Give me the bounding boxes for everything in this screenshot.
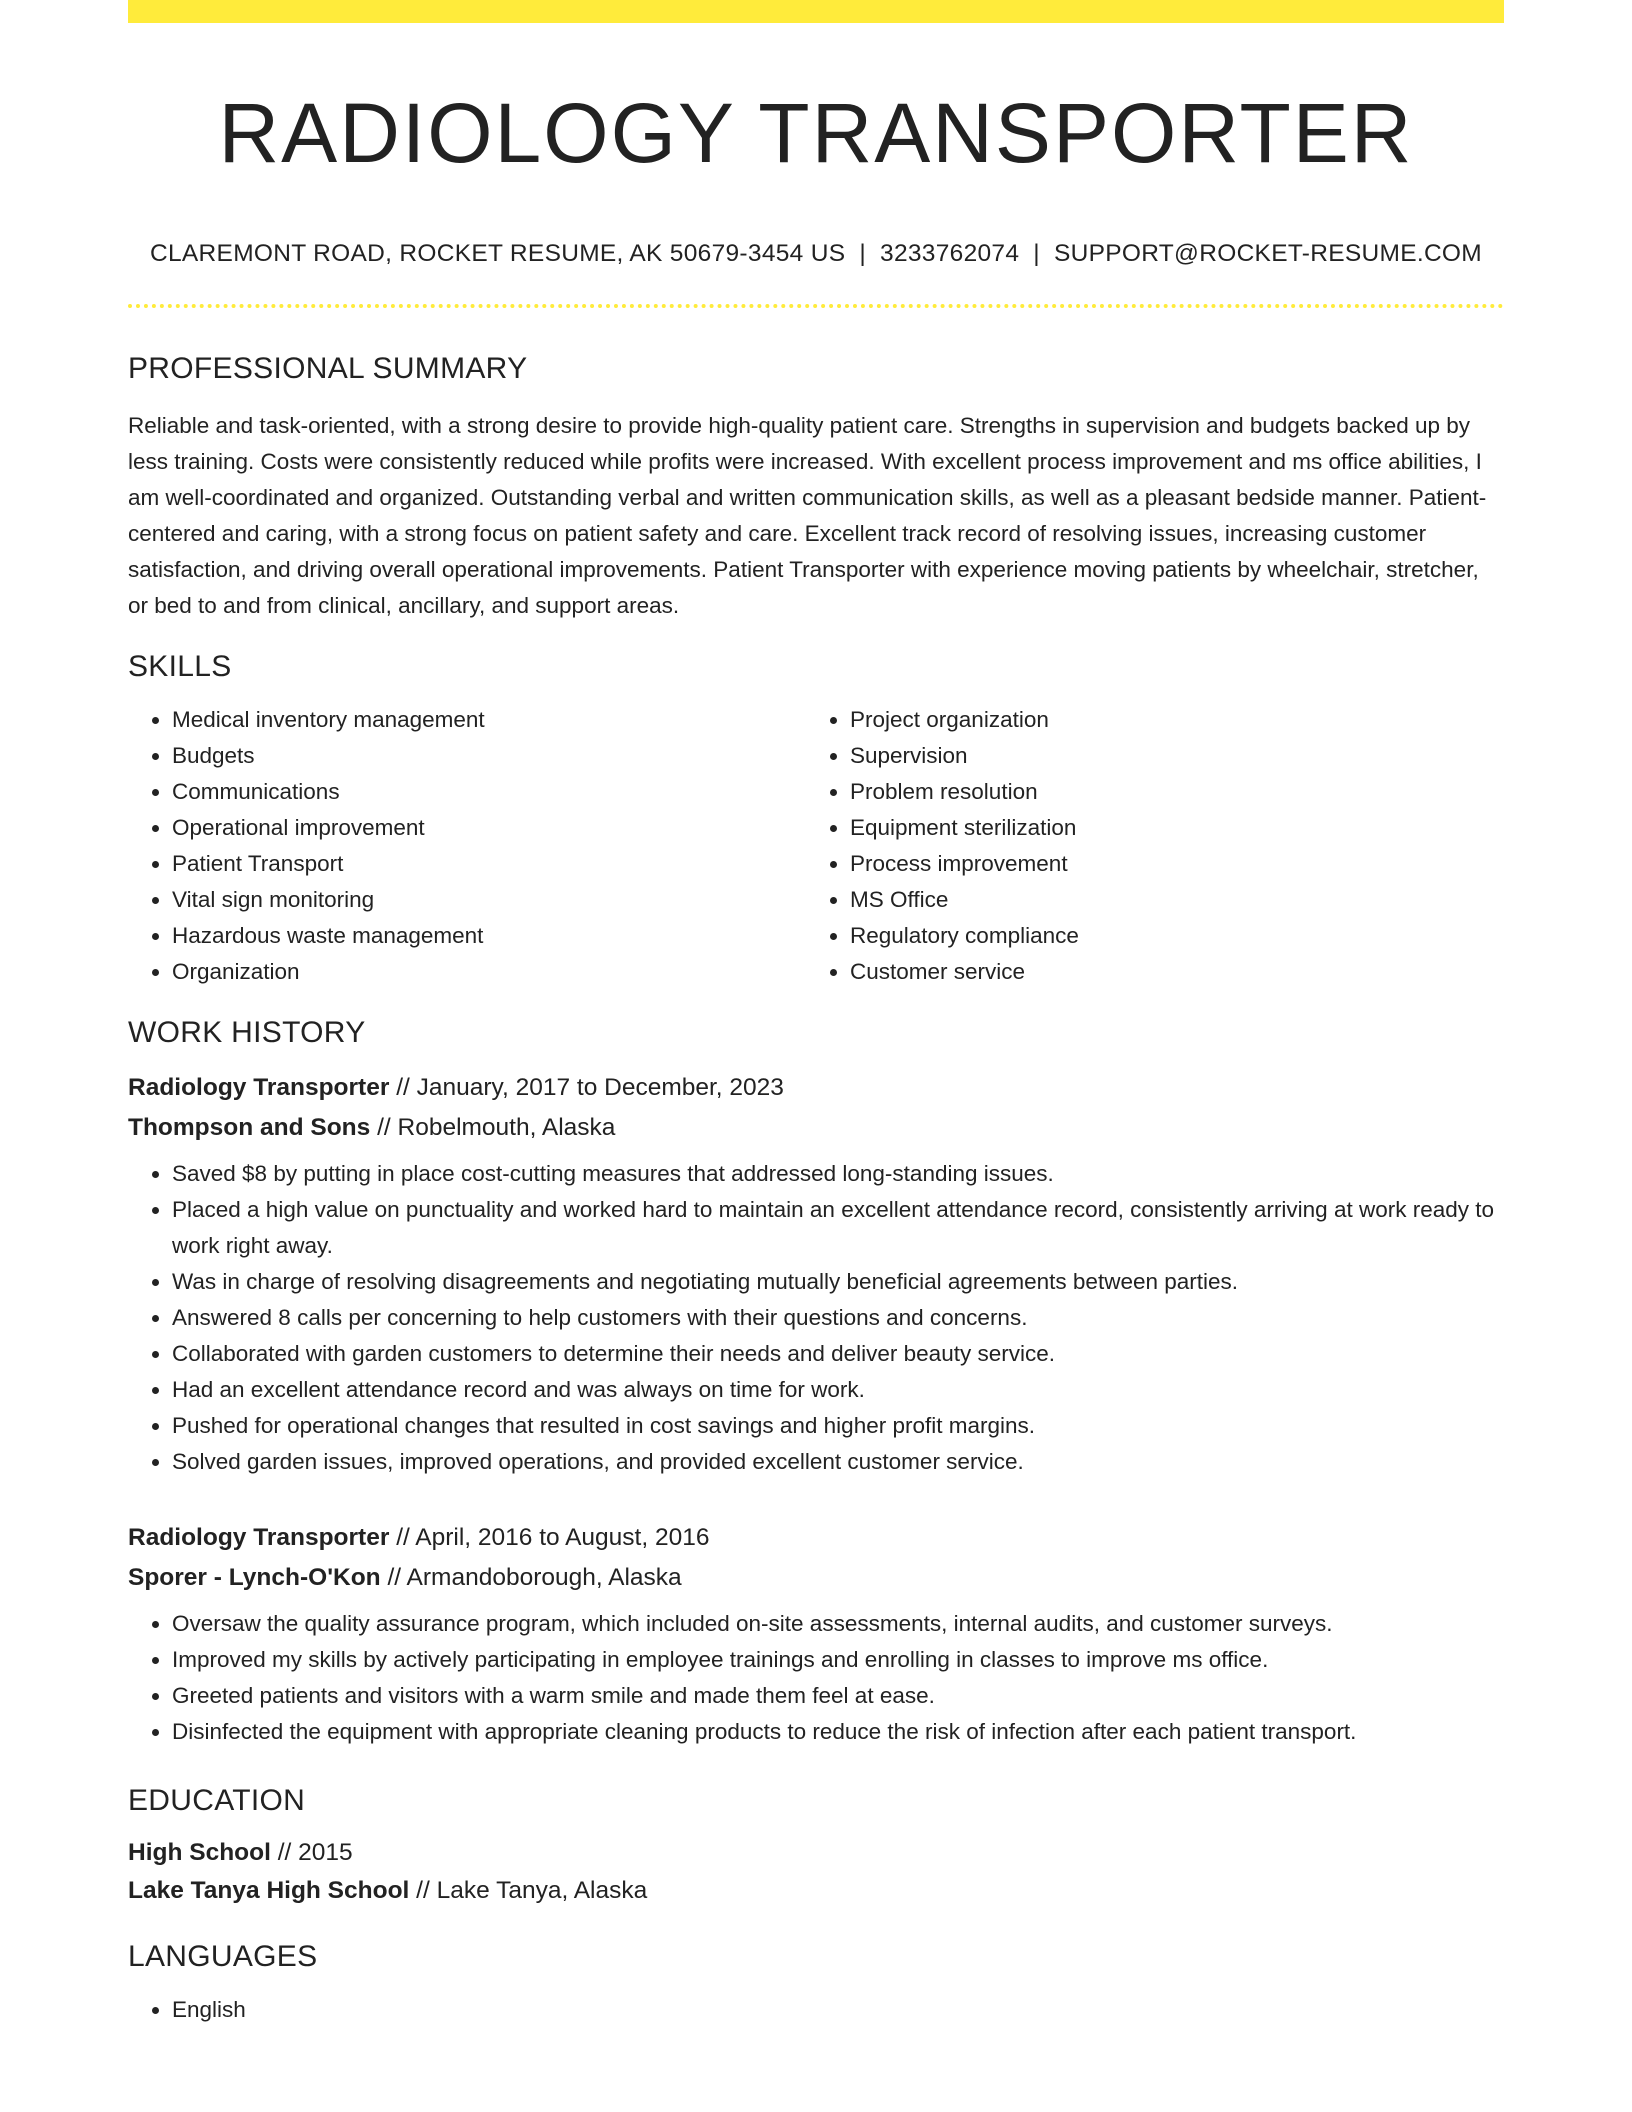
resume-page: [128, 0, 1504, 2028]
skill-item: • Project organization: [850, 702, 1484, 738]
skill-item: • Organization: [172, 954, 806, 990]
job-title-line: [128, 1068, 1504, 1108]
job-role: Radiology Transporter: [128, 1073, 390, 1101]
job-bullet: • Placed a high value on punctuality and worked hard to maintain an excellent attendance record, consistently arriving at work ready to work right away.: [172, 1192, 1504, 1264]
skill-item: • Equipment sterilization: [850, 810, 1484, 846]
dotted-divider: [128, 304, 1504, 308]
skill-item: • Hazardous waste management: [172, 918, 806, 954]
job-bullet: • Answered 8 calls per concerning to help customers with their questions and concerns.: [172, 1300, 1504, 1336]
accent-top-bar: [128, 0, 1504, 23]
job-dates: // January, 2017 to December, 2023: [389, 1073, 784, 1101]
skill-item: • Regulatory compliance: [850, 918, 1484, 954]
education-degree-line: [128, 1834, 1504, 1872]
education-entry: [128, 1834, 1504, 1910]
job-bullet: • Collaborated with garden customers to determine their needs and deliver beauty service.: [172, 1336, 1504, 1372]
skill-item: • Supervision: [850, 738, 1484, 774]
summary-text: Reliable and task-oriented, with a strong desire to provide high-quality patient care. Strengths in supervision and budgets backed up by less training. Costs were consistently reduced while profits were increased. With excellent process improvement and ms office abilities, I am well-coordinated and organized. Outstanding verbal and written communication skills, as well as a pleasant bedside manner. Patient-centered and caring, with a strong focus on patient safety and care. Excellent track record of resolving issues, increasing customer satisfaction, and driving overall operational improvements. Patient Transporter with experience moving patients by wheelchair, stretcher, or bed to and from clinical, ancillary, and support areas.: [128, 412, 1487, 618]
job-bullet: • Pushed for operational changes that resulted in cost savings and higher profit margins.: [172, 1408, 1504, 1444]
education-degree: High School: [128, 1838, 271, 1866]
skill-item: • MS Office: [850, 882, 1484, 918]
education-heading: EDUCATION: [128, 1783, 306, 1817]
job-entry: [128, 1518, 1504, 1750]
skill-item: • Budgets: [172, 738, 806, 774]
skill-item: • Vital sign monitoring: [172, 882, 806, 918]
job-bullet: • Solved garden issues, improved operations, and provided excellent customer service.: [172, 1444, 1504, 1480]
skill-item: • Patient Transport: [172, 846, 806, 882]
skill-item: • Communications: [172, 774, 806, 810]
job-dates: // April, 2016 to August, 2016: [389, 1523, 710, 1551]
job-location: // Robelmouth, Alaska: [370, 1113, 616, 1141]
job-role: Radiology Transporter: [128, 1523, 390, 1551]
skills-columns: [128, 702, 1504, 990]
job-company: Thompson and Sons: [128, 1113, 371, 1141]
education-year: // 2015: [270, 1838, 353, 1866]
job-bullets: [128, 1606, 1504, 1750]
candidate-name: RADIOLOGY TRANSPORTER: [218, 86, 1414, 180]
education-school: Lake Tanya High School: [128, 1876, 410, 1904]
job-bullet: • Had an excellent attendance record and was always on time for work.: [172, 1372, 1504, 1408]
education-location: // Lake Tanya, Alaska: [409, 1876, 648, 1904]
job-location: // Armandoborough, Alaska: [380, 1563, 682, 1591]
skill-item: • Process improvement: [850, 846, 1484, 882]
job-title-line: [128, 1518, 1504, 1558]
languages-heading: LANGUAGES: [128, 1939, 318, 1973]
education-school-line: [128, 1872, 1504, 1910]
job-bullet: • Oversaw the quality assurance program, which included on-site assessments, internal audits, and customer surveys.: [172, 1606, 1504, 1642]
contact-separator: |: [1033, 239, 1040, 267]
languages-list: [128, 1992, 1504, 2028]
job-company: Sporer - Lynch-O'Kon: [128, 1563, 381, 1591]
skills-heading: SKILLS: [128, 649, 232, 683]
job-bullets: [128, 1156, 1504, 1480]
job-company-line: [128, 1108, 1504, 1148]
skill-item: • Problem resolution: [850, 774, 1484, 810]
work-history-heading: WORK HISTORY: [128, 1015, 366, 1049]
job-bullet: • Saved $8 by putting in place cost-cutting measures that addressed long-standing issues.: [172, 1156, 1504, 1192]
job-bullet: • Was in charge of resolving disagreements and negotiating mutually beneficial agreements between parties.: [172, 1264, 1504, 1300]
job-bullet: • Disinfected the equipment with appropriate cleaning products to reduce the risk of infection after each patient transport.: [172, 1714, 1504, 1750]
skill-item: • Medical inventory management: [172, 702, 806, 738]
contact-separator: |: [859, 239, 867, 267]
job-bullet: • Greeted patients and visitors with a warm smile and made them feel at ease.: [172, 1678, 1504, 1714]
job-company-line: [128, 1558, 1504, 1598]
skills-list-right: [806, 702, 1484, 990]
skill-item: • Customer service: [850, 954, 1484, 990]
job-bullet: • Improved my skills by actively participating in employee trainings and enrolling in classes to improve ms office.: [172, 1642, 1504, 1678]
summary-heading: PROFESSIONAL SUMMARY: [128, 351, 528, 385]
contact-email: SUPPORT@ROCKET-RESUME.COM: [1053, 239, 1482, 267]
job-entry: [128, 1068, 1504, 1480]
skills-list-left: [128, 702, 806, 990]
contact-phone: 3233762074: [880, 239, 1020, 267]
contact-line: [128, 240, 1504, 268]
skill-item: • Operational improvement: [172, 810, 806, 846]
contact-address: CLAREMONT ROAD, ROCKET RESUME, AK 50679-3454 US: [150, 239, 846, 267]
language-item: • English: [172, 1992, 1504, 2028]
